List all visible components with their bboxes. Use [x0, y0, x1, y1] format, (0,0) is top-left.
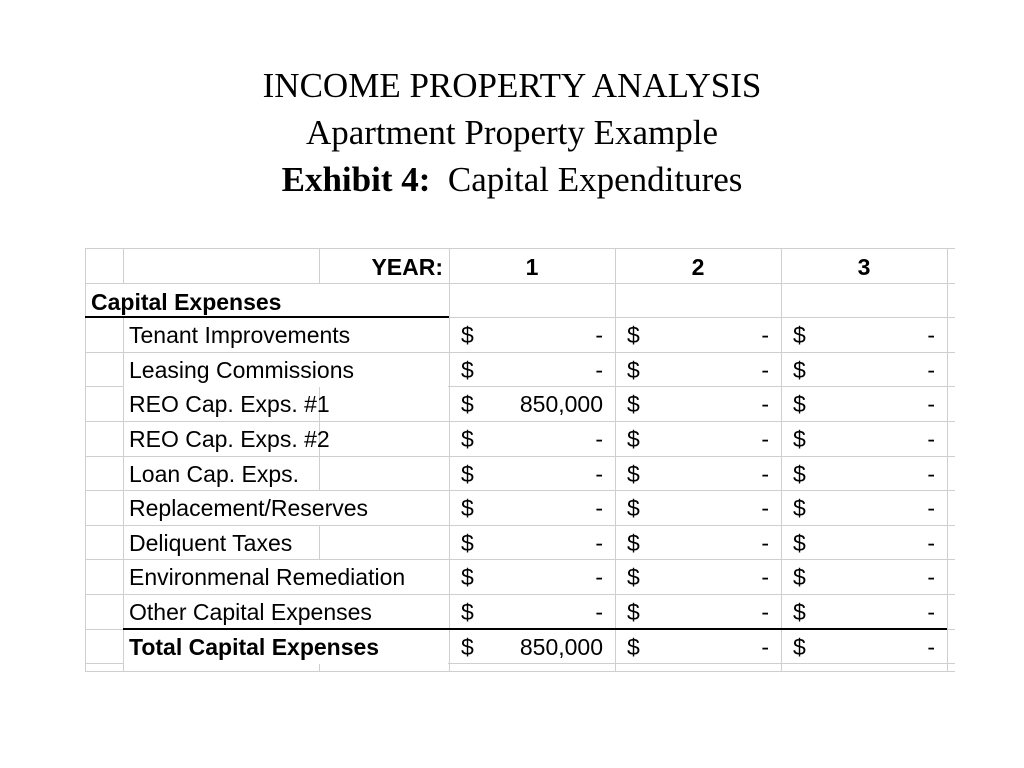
- amount-value: -: [761, 460, 769, 487]
- amount-value: -: [927, 495, 935, 522]
- currency-sign: $: [793, 529, 806, 556]
- expense-row-label: Other Capital Expenses: [129, 599, 372, 625]
- amount-value: -: [927, 564, 935, 591]
- amount-value: -: [761, 426, 769, 452]
- expense-row-label: Deliquent Taxes: [129, 529, 293, 556]
- amount-value: -: [595, 460, 603, 487]
- amount-value: -: [761, 356, 769, 383]
- amount-value: -: [927, 633, 935, 660]
- amount-value: -: [927, 529, 935, 556]
- currency-sign: $: [627, 529, 640, 556]
- currency-sign: $: [461, 460, 474, 487]
- amount-value: 850,000: [519, 391, 603, 418]
- title-line-1: INCOME PROPERTY ANALYSIS: [262, 66, 762, 105]
- year-header: 1: [525, 254, 539, 280]
- expense-row-label: REO Cap. Exps. #1: [129, 391, 330, 418]
- sheet-bottom-border: [85, 671, 955, 672]
- currency-sign: $: [793, 633, 806, 660]
- amount-value: -: [927, 460, 935, 487]
- amount-value: -: [761, 529, 769, 556]
- amount-value: -: [927, 391, 935, 418]
- year-header: 2: [691, 254, 705, 280]
- amount-value: -: [761, 322, 769, 349]
- currency-sign: $: [627, 356, 640, 383]
- currency-sign: $: [793, 426, 806, 452]
- currency-sign: $: [793, 356, 806, 383]
- amount-value: -: [927, 356, 935, 383]
- expense-row-label: Environmenal Remediation: [129, 564, 406, 591]
- year-header: 3: [857, 254, 871, 280]
- total-row-label: Total Capital Expenses: [129, 633, 380, 660]
- currency-sign: $: [461, 391, 474, 418]
- currency-sign: $: [461, 495, 474, 522]
- currency-sign: $: [627, 391, 640, 418]
- currency-sign: $: [461, 633, 474, 660]
- currency-sign: $: [461, 529, 474, 556]
- currency-sign: $: [627, 599, 640, 625]
- currency-sign: $: [461, 599, 474, 625]
- currency-sign: $: [461, 322, 474, 349]
- currency-sign: $: [793, 460, 806, 487]
- amount-value: -: [595, 529, 603, 556]
- grid-hline: [85, 248, 955, 249]
- amount-value: -: [761, 391, 769, 418]
- title-line-2: Apartment Property Example: [305, 113, 719, 152]
- currency-sign: $: [627, 322, 640, 349]
- amount-value: -: [761, 495, 769, 522]
- slide-title-block: [0, 62, 1024, 203]
- currency-sign: $: [461, 356, 474, 383]
- spreadsheet-table: [85, 248, 955, 672]
- currency-sign: $: [627, 564, 640, 591]
- amount-value: -: [595, 564, 603, 591]
- amount-value: -: [761, 564, 769, 591]
- expense-row-label: REO Cap. Exps. #2: [129, 426, 330, 452]
- currency-sign: $: [461, 426, 474, 452]
- exhibit-name: Capital Expenditures: [447, 160, 743, 199]
- currency-sign: $: [793, 495, 806, 522]
- currency-sign: $: [793, 322, 806, 349]
- amount-value: -: [595, 495, 603, 522]
- currency-sign: $: [627, 633, 640, 660]
- expense-row-label: Replacement/Reserves: [129, 495, 369, 522]
- amount-value: -: [595, 599, 603, 625]
- expense-row-label: Loan Cap. Exps.: [129, 460, 300, 487]
- amount-value: -: [927, 322, 935, 349]
- exhibit-label: Exhibit 4:: [281, 160, 431, 199]
- currency-sign: $: [461, 564, 474, 591]
- amount-value: -: [595, 426, 603, 452]
- currency-sign: $: [793, 391, 806, 418]
- currency-sign: $: [793, 564, 806, 591]
- amount-value: -: [761, 633, 769, 660]
- amount-value: -: [927, 599, 935, 625]
- amount-value: 850,000: [519, 633, 603, 660]
- expense-row-label: Leasing Commissions: [129, 356, 354, 383]
- currency-sign: $: [627, 460, 640, 487]
- amount-value: -: [927, 426, 935, 452]
- currency-sign: $: [793, 599, 806, 625]
- amount-value: -: [595, 322, 603, 349]
- amount-value: -: [761, 599, 769, 625]
- amount-value: -: [595, 356, 603, 383]
- currency-sign: $: [627, 495, 640, 522]
- currency-sign: $: [627, 426, 640, 452]
- section-label: Capital Expenses: [91, 288, 282, 315]
- expense-row-label: Tenant Improvements: [129, 322, 351, 349]
- grid-vline: [947, 248, 948, 672]
- year-label: YEAR:: [371, 254, 443, 280]
- title-line-3: [0, 156, 1024, 203]
